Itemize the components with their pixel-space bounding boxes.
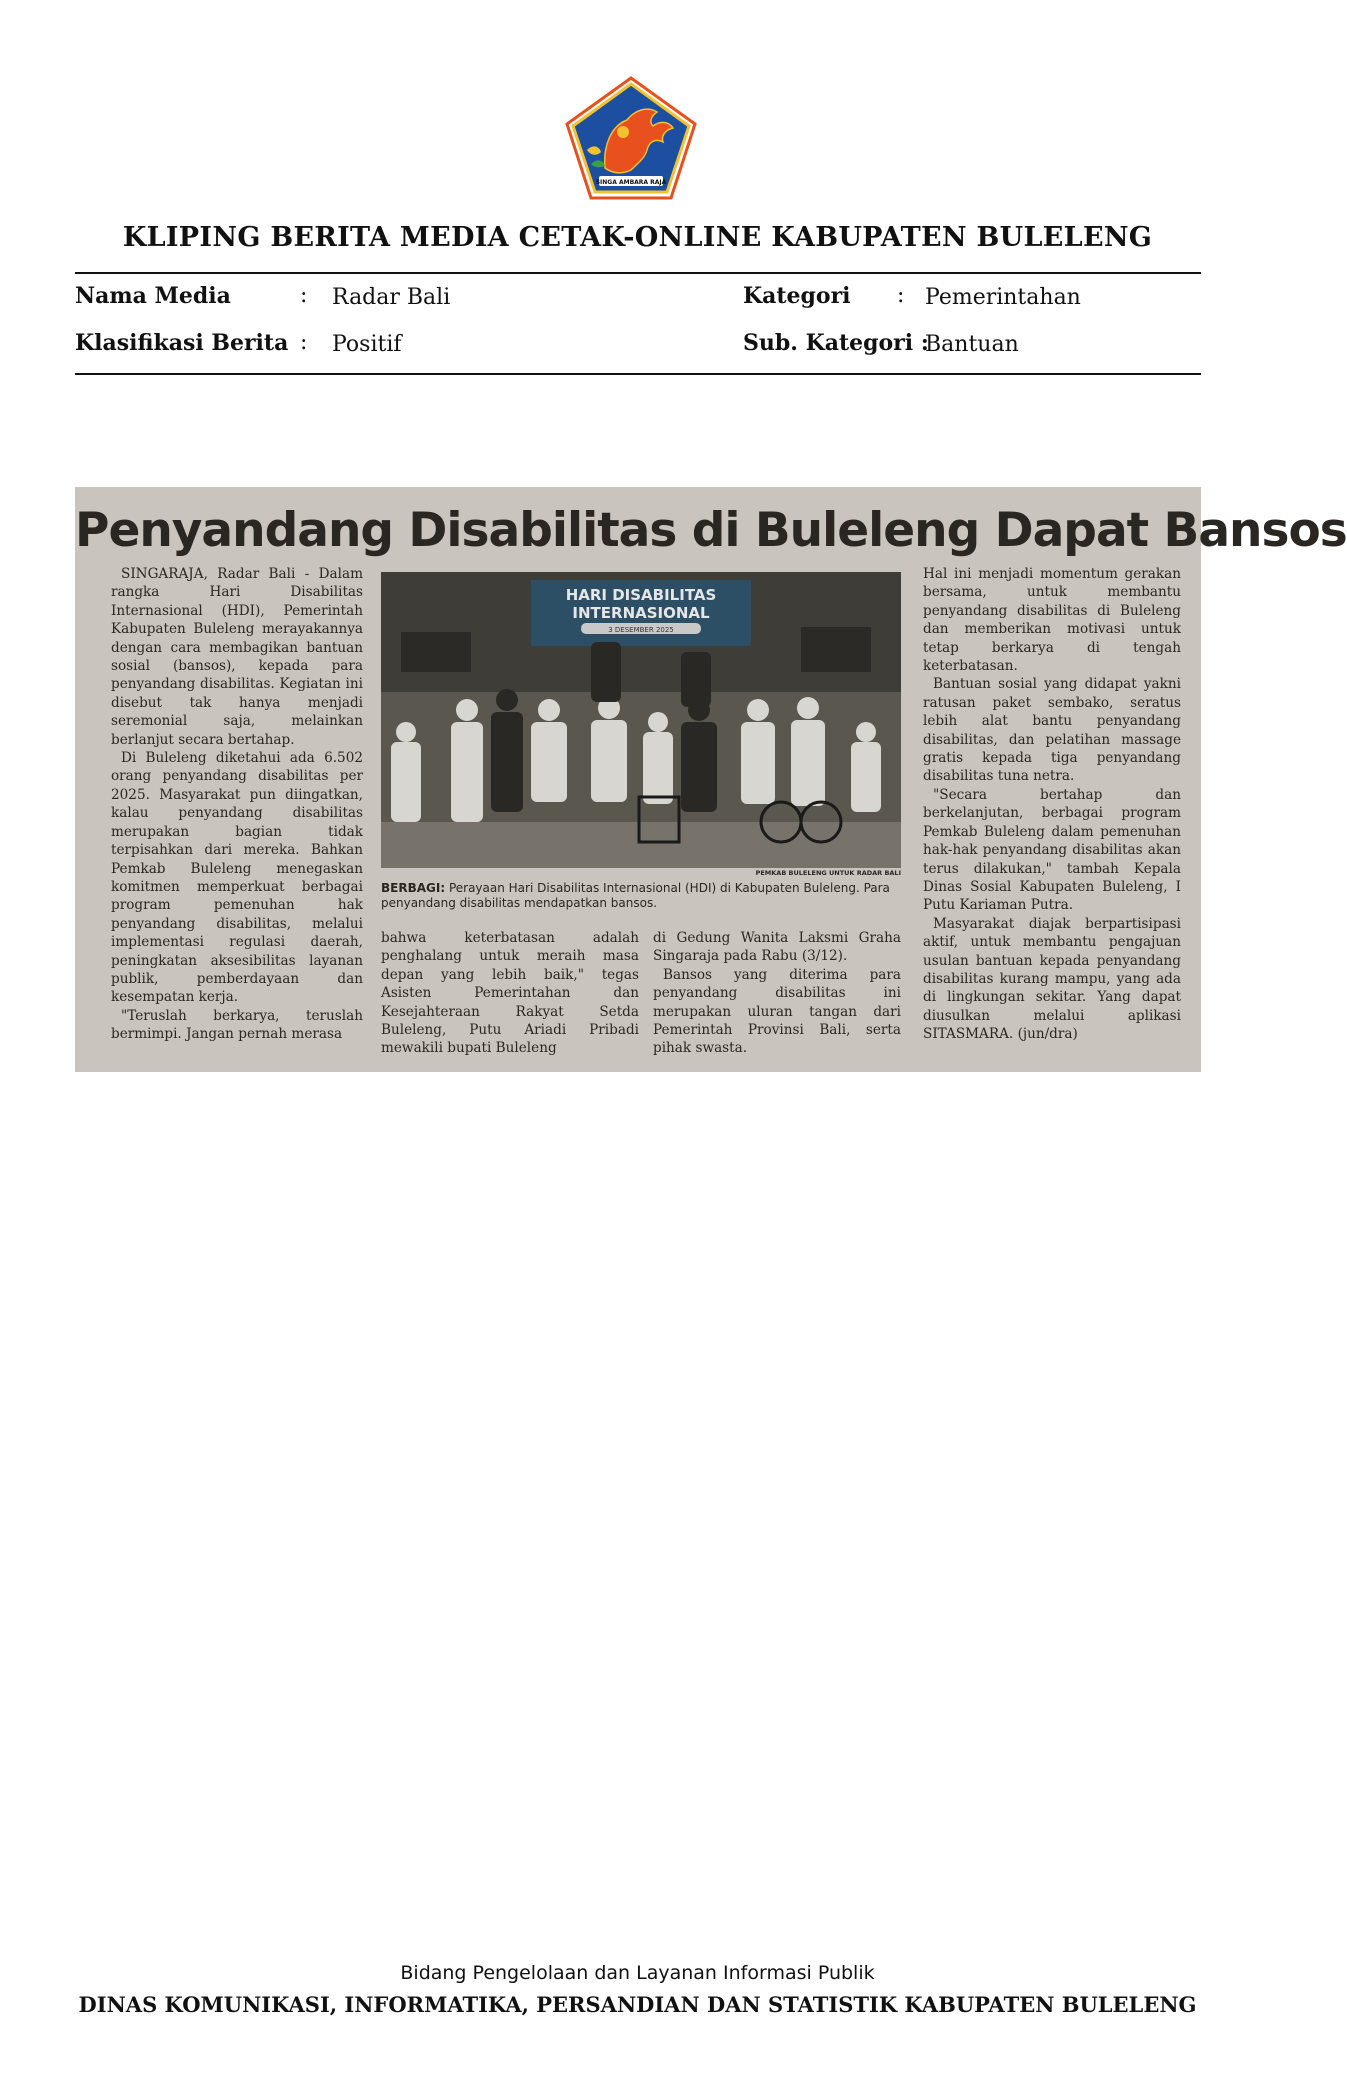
footer-department: Bidang Pengelolaan dan Layanan Informasi Publik xyxy=(400,1962,875,1984)
article-paragraph: Bansos yang diterima para penyandang disabilitas ini merupakan uluran tangan dari Pemerintah Provinsi Bali, serta pihak swasta. xyxy=(653,966,901,1057)
kategori-label: Kategori xyxy=(743,283,851,309)
kategori-value: Pemerintahan xyxy=(925,285,1081,310)
article-paragraph: "Teruslah berkarya, teruslah bermimpi. Jangan pernah merasa xyxy=(111,1007,363,1043)
caption-text: Perayaan Hari Disabilitas Internasional (HDI) di Kabupaten Buleleng. Para penyandang disabilitas mendapatkan bansos. xyxy=(381,881,890,910)
sub-kategori-label: Sub. Kategori : xyxy=(743,330,929,356)
article-column-2 xyxy=(381,929,639,1069)
singa-ambara-raja-logo xyxy=(565,76,697,200)
article-paragraph: SINGARAJA, Radar Bali - Dalam rangka Hari Disabilitas Internasional (HDI), Pemerintah Kabupaten Buleleng merayakannya dengan cara membagikan bantuan sosial (bansos), kepada para penyandang disabilitas. Kegiatan ini disebut tak hanya menjadi seremonial saja, melainkan berlanjut secara bertahap. xyxy=(111,566,363,748)
nama-media-value: Radar Bali xyxy=(332,285,451,310)
article-paragraph: Hal ini menjadi momentum gerakan bersama, untuk membantu penyandang disabilitas di Buleleng dan memberikan motivasi untuk tetap berkarya di tengah keterbatasan. xyxy=(923,566,1181,675)
article-column-1 xyxy=(111,565,363,1065)
klasifikasi-separator: : xyxy=(300,330,308,355)
footer-agency: DINAS KOMUNIKASI, INFORMATIKA, PERSANDIAN DAN STATISTIK KABUPATEN BULELENG xyxy=(78,1992,1197,2017)
article-photo xyxy=(381,572,901,868)
article-headline: Penyandang Disabilitas di Buleleng Dapat Bansos xyxy=(75,503,1347,558)
logo-ribbon-text: SINGA AMBARA RAJA xyxy=(595,179,667,186)
photo-banner-line2: INTERNASIONAL xyxy=(572,604,710,622)
article-paragraph: "Secara bertahap dan berkelanjutan, berbagai program Pemkab Buleleng dalam pemenuhan hak-hak penyandang disabilitas akan terus dilakukan," tambah Kepala Dinas Sosial Kabupaten Buleleng, I Putu Kariaman Putra. xyxy=(923,786,1181,914)
sub-kategori-value: Bantuan xyxy=(925,332,1019,357)
article-column-3 xyxy=(653,929,901,1069)
page-title: KLIPING BERITA MEDIA CETAK-ONLINE KABUPATEN BULELENG xyxy=(122,222,1153,253)
article-paragraph: Bantuan sosial yang didapat yakni ratusan paket sembako, seratus lebih alat bantu penyandang disabilitas, dan pelatihan massage gratis kepada tiga penyandang disabilitas tuna netra. xyxy=(923,676,1181,785)
caption-lead: BERBAGI: xyxy=(381,881,446,895)
photo-banner-line1: HARI DISABILITAS xyxy=(565,586,717,604)
klasifikasi-label: Klasifikasi Berita xyxy=(75,330,289,356)
article-paragraph: di Gedung Wanita Laksmi Graha Singaraja pada Rabu (3/12). xyxy=(653,930,901,965)
nama-media-separator: : xyxy=(300,283,308,308)
kategori-separator: : xyxy=(897,283,905,308)
photo-caption xyxy=(381,881,901,911)
photo-credit: PEMKAB BULELENG UNTUK RADAR BALI xyxy=(755,869,901,877)
article-column-4 xyxy=(923,565,1181,1065)
meta-divider xyxy=(75,373,1201,375)
title-divider xyxy=(75,272,1201,274)
news-clipping xyxy=(75,487,1347,1072)
nama-media-label: Nama Media xyxy=(75,283,231,309)
article-paragraph: Di Buleleng diketahui ada 6.502 orang penyandang disabilitas per 2025. Masyarakat pun diingatkan, kalau penyandang disabilitas merupakan bagian tidak terpisahkan dari mereka. Bahkan Pemkab Buleleng menegaskan komitmen memperkuat berbagai program pemenuhan hak penyandang disabilitas, melalui implementasi regulasi daerah, peningkatan aksesibilitas layanan publik, pemberdayaan dan kesempatan kerja. xyxy=(111,750,363,1006)
article-paragraph: Masyarakat diajak berpartisipasi aktif, untuk membantu pengajuan usulan bantuan kepada penyandang disabilitas kurang mampu, yang ada di lingkungan sekitar. Yang dapat diusulkan melalui aplikasi SITASMARA. (jun/dra) xyxy=(923,915,1181,1043)
klasifikasi-value: Positif xyxy=(332,332,402,357)
photo-banner-date: 3 DESEMBER 2025 xyxy=(608,626,674,634)
article-paragraph: bahwa keterbatasan adalah penghalang untuk meraih masa depan yang lebih baik," tegas Asisten Pemerintahan dan Kesejahteraan Rakyat Setda Buleleng, Putu Ariadi Pribadi mewakili bupati Buleleng xyxy=(381,930,639,1057)
